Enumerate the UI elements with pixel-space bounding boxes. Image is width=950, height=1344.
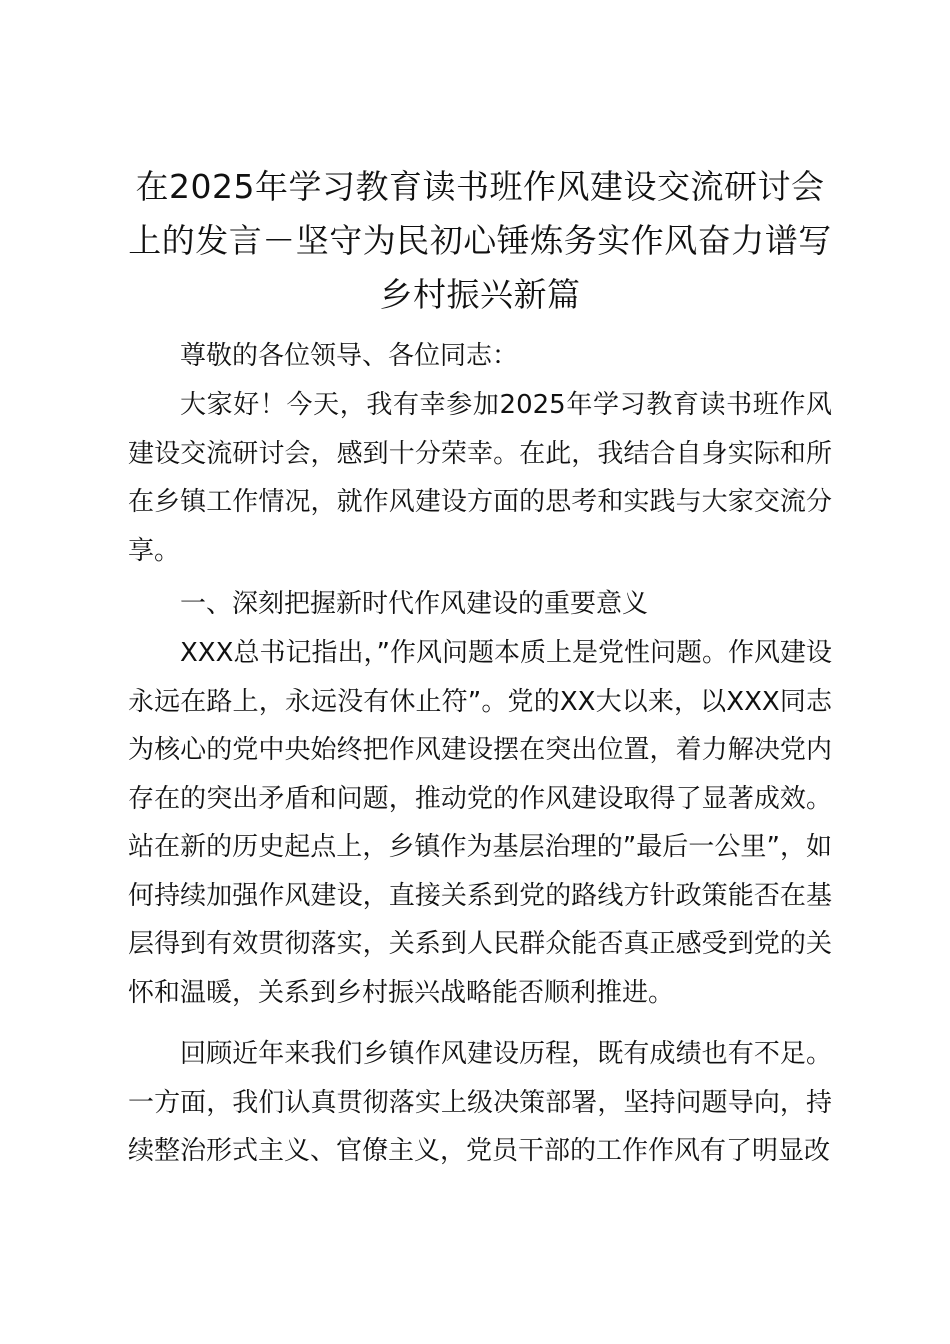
- greeting-paragraph: 尊敬的各位领导、各位同志：: [180, 341, 519, 371]
- section-heading-1: 一、深刻把握新时代作风建设的重要意义: [180, 589, 649, 619]
- document-title: 在2025年学习教育读书班作风建设交流研讨会上的发言－坚守为民初心锤炼务实作风奋力谱写乡村振兴新篇: [128, 167, 832, 314]
- body-paragraph-1: XXX总书记指出，”作风问题本质上是党性问题。作风建设永远在路上，永远没有休止符”。党的XX大以来，以XXX同志为核心的党中央始终把作风建设摆在突出位置，着力解决党内存在的突出矛盾和问题，推动党的作风建设取得了显著成效。站在新的历史起点上，乡镇作为基层治理的”最后一公里”，如何持续加强作风建设，直接关系到党的路线方针政策能否在基层得到有效贯彻落实，关系到人民群众能否真正感受到党的关怀和温暖，关系到乡村振兴战略能否顺利推进。: [128, 638, 832, 1008]
- intro-paragraph: 大家好！今天，我有幸参加2025年学习教育读书班作风建设交流研讨会，感到十分荣幸。在此，我结合自身实际和所在乡镇工作情况，就作风建设方面的思考和实践与大家交流分享。: [128, 390, 832, 566]
- body-paragraph-2: 回顾近年来我们乡镇作风建设历程，既有成绩也有不足。一方面，我们认真贯彻落实上级决策部署，坚持问题导向，持续整治形式主义、官僚主义，党员干部的工作作风有了明显改: [128, 1039, 832, 1166]
